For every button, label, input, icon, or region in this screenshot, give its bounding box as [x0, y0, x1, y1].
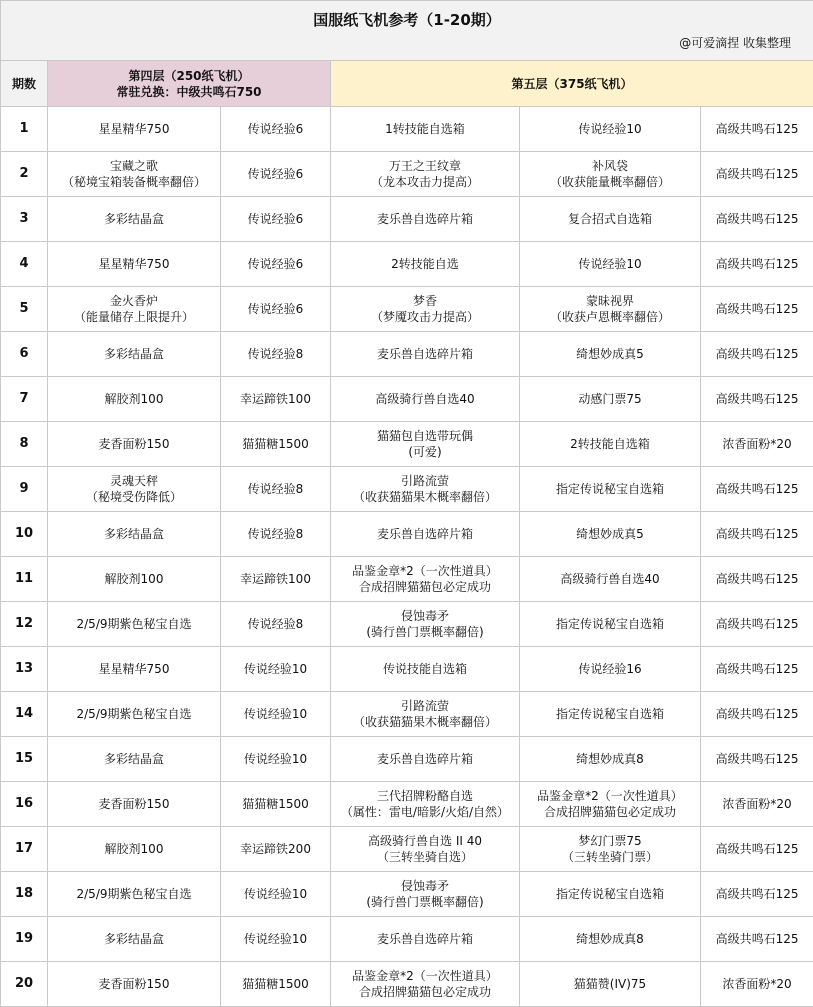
layer5-reward-c-cell — [701, 557, 813, 602]
issue-number-cell: 14 — [1, 692, 48, 737]
layer5-reward-c-cell — [701, 602, 813, 647]
cell-text-line: 传说经验10 — [221, 706, 330, 722]
layer5-reward-a-cell — [331, 962, 520, 1007]
issue-number-cell: 1 — [1, 107, 48, 152]
cell-text-line: 多彩结晶盒 — [48, 211, 220, 227]
layer4-reward-b-cell — [221, 647, 331, 692]
layer5-reward-a-cell — [331, 287, 520, 332]
cell-text-line: 蒙昧视界 — [520, 293, 700, 309]
table-row — [1, 197, 813, 242]
cell-text-line: 多彩结晶盒 — [48, 751, 220, 767]
cell-text-line: 麦乐兽自选碎片箱 — [331, 526, 519, 542]
cell-text-line: 高级共鸣石125 — [701, 301, 813, 317]
layer5-reward-b-cell — [520, 917, 701, 962]
layer4-reward-a-cell — [48, 332, 221, 377]
cell-text-line: 传说经验10 — [520, 256, 700, 272]
layer4-reward-a-cell — [48, 872, 221, 917]
cell-text-line: 绮想妙成真8 — [520, 931, 700, 947]
layer5-reward-b-cell — [520, 782, 701, 827]
layer5-reward-c-cell — [701, 692, 813, 737]
table-row — [1, 917, 813, 962]
layer5-reward-c-cell — [701, 332, 813, 377]
issue-number-cell: 19 — [1, 917, 48, 962]
layer5-reward-b-cell — [520, 827, 701, 872]
issue-number-cell: 2 — [1, 152, 48, 197]
cell-text-line: 传说经验8 — [221, 481, 330, 497]
layer5-reward-c-cell — [701, 287, 813, 332]
cell-text-line: 万王之王纹章 — [331, 158, 519, 174]
layer5-reward-b-cell — [520, 647, 701, 692]
cell-text-line: (骑行兽门票概率翻倍) — [331, 624, 519, 640]
layer4-reward-b-cell — [221, 962, 331, 1007]
layer4-reward-a-cell — [48, 422, 221, 467]
issue-number-cell: 7 — [1, 377, 48, 422]
issue-number-cell: 12 — [1, 602, 48, 647]
layer4-reward-b-cell — [221, 827, 331, 872]
cell-text-line: 多彩结晶盒 — [48, 346, 220, 362]
layer4-reward-b-cell — [221, 242, 331, 287]
cell-text-line: 动感门票75 — [520, 391, 700, 407]
layer5-reward-a-cell — [331, 422, 520, 467]
table-row — [1, 287, 813, 332]
table-row — [1, 512, 813, 557]
layer5-reward-c-cell — [701, 197, 813, 242]
layer4-reward-b-cell — [221, 287, 331, 332]
layer5-reward-b-cell — [520, 512, 701, 557]
layer5-reward-c-cell — [701, 647, 813, 692]
layer5-reward-a-cell — [331, 197, 520, 242]
layer5-reward-a-cell — [331, 332, 520, 377]
cell-text-line: 指定传说秘宝自选箱 — [520, 481, 700, 497]
cell-text-line: 补风袋 — [520, 158, 700, 174]
cell-text-line: 传说经验10 — [221, 661, 330, 677]
cell-text-line: 猫猫包自选带玩偶 — [331, 428, 519, 444]
layer4-reward-a-cell — [48, 692, 221, 737]
table-row — [1, 332, 813, 377]
cell-text-line: 传说经验6 — [221, 301, 330, 317]
layer5-reward-b-cell — [520, 962, 701, 1007]
cell-text-line: 幸运蹄铁200 — [221, 841, 330, 857]
layer5-reward-b-cell — [520, 557, 701, 602]
table-row — [1, 872, 813, 917]
layer4-reward-a-cell — [48, 602, 221, 647]
cell-text-line: 浓香面粉*20 — [701, 796, 813, 812]
cell-text-line: 传说经验6 — [221, 121, 330, 137]
cell-text-line: 合成招牌猫猫包必定成功 — [331, 984, 519, 1000]
cell-text-line: 1转技能自选箱 — [331, 121, 519, 137]
cell-text-line: 传说经验10 — [221, 886, 330, 902]
issue-header: 期数 — [1, 61, 48, 107]
cell-text-line: 高级共鸣石125 — [701, 571, 813, 587]
layer4-reward-a-cell — [48, 377, 221, 422]
layer5-reward-b-cell — [520, 242, 701, 287]
layer5-reward-b-cell — [520, 467, 701, 512]
issue-number-cell: 17 — [1, 827, 48, 872]
layer5-reward-a-cell — [331, 782, 520, 827]
table-row — [1, 107, 813, 152]
layer5-reward-b-cell — [520, 152, 701, 197]
cell-text-line: 传说经验10 — [221, 751, 330, 767]
cell-text-line: 麦香面粉150 — [48, 976, 220, 992]
issue-number-cell: 5 — [1, 287, 48, 332]
layer4-reward-b-cell — [221, 197, 331, 242]
layer4-reward-a-cell — [48, 467, 221, 512]
cell-text-line: 绮想妙成真5 — [520, 346, 700, 362]
layer4-reward-a-cell — [48, 512, 221, 557]
layer5-reward-c-cell — [701, 242, 813, 287]
layer5-reward-c-cell — [701, 422, 813, 467]
layer4-reward-a-cell — [48, 827, 221, 872]
cell-text-line: 侵蚀毒矛 — [331, 608, 519, 624]
cell-text-line: （三转坐骑门票） — [520, 849, 700, 865]
cell-text-line: 高级共鸣石125 — [701, 841, 813, 857]
cell-text-line: 传说经验6 — [221, 256, 330, 272]
cell-text-line: 高级共鸣石125 — [701, 526, 813, 542]
issue-number-cell: 13 — [1, 647, 48, 692]
layer4-reward-b-cell — [221, 737, 331, 782]
layer4-reward-a-cell — [48, 647, 221, 692]
layer5-reward-b-cell — [520, 287, 701, 332]
layer5-reward-c-cell — [701, 107, 813, 152]
cell-text-line: 侵蚀毒矛 — [331, 878, 519, 894]
layer4-reward-a-cell — [48, 242, 221, 287]
issue-number-cell: 6 — [1, 332, 48, 377]
cell-text-line: 解胶剂100 — [48, 571, 220, 587]
layer5-reward-a-cell — [331, 467, 520, 512]
cell-text-line: 高级骑行兽自选 II 40 — [331, 833, 519, 849]
layer5-reward-c-cell — [701, 917, 813, 962]
cell-text-line: 高级骑行兽自选40 — [331, 391, 519, 407]
layer5-reward-c-cell — [701, 377, 813, 422]
layer5-reward-b-cell — [520, 692, 701, 737]
cell-text-line: 高级共鸣石125 — [701, 706, 813, 722]
layer4-reward-a-cell — [48, 287, 221, 332]
cell-text-line: 合成招牌猫猫包必定成功 — [331, 579, 519, 595]
layer5-reward-b-cell — [520, 197, 701, 242]
layer5-reward-b-cell — [520, 872, 701, 917]
issue-number-cell: 9 — [1, 467, 48, 512]
cell-text-line: 高级共鸣石125 — [701, 931, 813, 947]
cell-text-line: 品鉴金章*2（一次性道具） — [520, 788, 700, 804]
table-row — [1, 602, 813, 647]
cell-text-line: 引路流萤 — [331, 473, 519, 489]
issue-number-cell: 15 — [1, 737, 48, 782]
cell-text-line: 高级共鸣石125 — [701, 751, 813, 767]
layer5-reward-a-cell — [331, 512, 520, 557]
cell-text-line: 麦香面粉150 — [48, 436, 220, 452]
layer5-reward-c-cell — [701, 872, 813, 917]
issue-number-cell: 16 — [1, 782, 48, 827]
cell-text-line: 星星精华750 — [48, 256, 220, 272]
cell-text-line: 浓香面粉*20 — [701, 436, 813, 452]
layer5-reward-c-cell — [701, 962, 813, 1007]
cell-text-line: 星星精华750 — [48, 121, 220, 137]
layer4-reward-a-cell — [48, 962, 221, 1007]
cell-text-line: 猫猫糖1500 — [221, 436, 330, 452]
cell-text-line: 高级共鸣石125 — [701, 886, 813, 902]
layer5-reward-b-cell — [520, 602, 701, 647]
cell-text-line: 复合招式自选箱 — [520, 211, 700, 227]
cell-text-line: 传说经验6 — [221, 166, 330, 182]
cell-text-line: 指定传说秘宝自选箱 — [520, 886, 700, 902]
cell-text-line: （收获猫猫果木概率翻倍） — [331, 489, 519, 505]
layer4-reward-b-cell — [221, 422, 331, 467]
table-row — [1, 782, 813, 827]
cell-text-line: 2转技能自选箱 — [520, 436, 700, 452]
cell-text-line: 品鉴金章*2（一次性道具） — [331, 968, 519, 984]
cell-text-line: (骑行兽门票概率翻倍) — [331, 894, 519, 910]
cell-text-line: (可爱) — [331, 444, 519, 460]
table-row — [1, 962, 813, 1007]
issue-number-cell: 11 — [1, 557, 48, 602]
layer5-reward-b-cell — [520, 737, 701, 782]
layer5-reward-a-cell — [331, 377, 520, 422]
cell-text-line: （三转坐骑自选） — [331, 849, 519, 865]
cell-text-line: （龙本攻击力提高） — [331, 174, 519, 190]
cell-text-line: 幸运蹄铁100 — [221, 391, 330, 407]
cell-text-line: （秘境宝箱装备概率翻倍） — [48, 174, 220, 190]
layer5-header: 第五层（375纸飞机） — [331, 61, 813, 107]
cell-text-line: 传说技能自选箱 — [331, 661, 519, 677]
layer4-reward-b-cell — [221, 467, 331, 512]
issue-number-cell: 18 — [1, 872, 48, 917]
cell-text-line: 高级共鸣石125 — [701, 661, 813, 677]
layer5-reward-a-cell — [331, 152, 520, 197]
cell-text-line: 灵魂天秤 — [48, 473, 220, 489]
layer5-reward-c-cell — [701, 152, 813, 197]
cell-text-line: 传说经验8 — [221, 526, 330, 542]
cell-text-line: 2/5/9期紫色秘宝自选 — [48, 886, 220, 902]
cell-text-line: （能量储存上限提升） — [48, 309, 220, 325]
cell-text-line: 宝藏之歌 — [48, 158, 220, 174]
cell-text-line: 高级共鸣石125 — [701, 391, 813, 407]
cell-text-line: 麦乐兽自选碎片箱 — [331, 211, 519, 227]
cell-text-line: 麦乐兽自选碎片箱 — [331, 751, 519, 767]
cell-text-line: 多彩结晶盒 — [48, 931, 220, 947]
layer4-reward-b-cell — [221, 692, 331, 737]
layer5-reward-a-cell — [331, 872, 520, 917]
cell-text-line: 传说经验8 — [221, 346, 330, 362]
cell-text-line: 高级共鸣石125 — [701, 346, 813, 362]
cell-text-line: （梦魇攻击力提高） — [331, 309, 519, 325]
issue-number-cell: 20 — [1, 962, 48, 1007]
layer5-reward-c-cell — [701, 782, 813, 827]
cell-text-line: （属性：雷电/暗影/火焰/自然） — [331, 804, 519, 820]
table-row — [1, 242, 813, 287]
layer4-reward-a-cell — [48, 737, 221, 782]
cell-text-line: 高级共鸣石125 — [701, 211, 813, 227]
table-row — [1, 557, 813, 602]
cell-text-line: 合成招牌猫猫包必定成功 — [520, 804, 700, 820]
layer4-header-subtitle: 常驻兑换：中级共鸣石750 — [48, 84, 330, 100]
cell-text-line: 绮想妙成真5 — [520, 526, 700, 542]
table-row — [1, 422, 813, 467]
cell-text-line: 多彩结晶盒 — [48, 526, 220, 542]
cell-text-line: 高级共鸣石125 — [701, 121, 813, 137]
cell-text-line: 指定传说秘宝自选箱 — [520, 706, 700, 722]
table-row — [1, 377, 813, 422]
layer5-reward-b-cell — [520, 107, 701, 152]
cell-text-line: 猫猫糖1500 — [221, 796, 330, 812]
cell-text-line: 梦幻门票75 — [520, 833, 700, 849]
issue-number-cell: 8 — [1, 422, 48, 467]
cell-text-line: 梦香 — [331, 293, 519, 309]
cell-text-line: 绮想妙成真8 — [520, 751, 700, 767]
issue-number-cell: 3 — [1, 197, 48, 242]
cell-text-line: 解胶剂100 — [48, 391, 220, 407]
layer4-reward-b-cell — [221, 377, 331, 422]
cell-text-line: 幸运蹄铁100 — [221, 571, 330, 587]
layer5-reward-c-cell — [701, 467, 813, 512]
layer5-reward-c-cell — [701, 737, 813, 782]
table-row — [1, 692, 813, 737]
issue-number-cell: 4 — [1, 242, 48, 287]
cell-text-line: 猫猫糖1500 — [221, 976, 330, 992]
layer4-header — [48, 61, 331, 107]
cell-text-line: 品鉴金章*2（一次性道具） — [331, 563, 519, 579]
layer4-header-title: 第四层（250纸飞机） — [48, 68, 330, 84]
cell-text-line: 解胶剂100 — [48, 841, 220, 857]
cell-text-line: 星星精华750 — [48, 661, 220, 677]
layer4-reward-b-cell — [221, 107, 331, 152]
cell-text-line: （收获卢恩概率翻倍） — [520, 309, 700, 325]
layer4-reward-a-cell — [48, 557, 221, 602]
cell-text-line: 猫猫赞(IV)75 — [520, 976, 700, 992]
layer5-reward-a-cell — [331, 647, 520, 692]
layer4-reward-a-cell — [48, 917, 221, 962]
layer5-reward-a-cell — [331, 692, 520, 737]
layer4-reward-b-cell — [221, 917, 331, 962]
layer4-reward-b-cell — [221, 557, 331, 602]
title-cell — [1, 1, 813, 61]
cell-text-line: 浓香面粉*20 — [701, 976, 813, 992]
cell-text-line: 引路流萤 — [331, 698, 519, 714]
layer5-reward-a-cell — [331, 557, 520, 602]
layer5-reward-b-cell — [520, 377, 701, 422]
cell-text-line: 传说经验16 — [520, 661, 700, 677]
layer5-reward-b-cell — [520, 332, 701, 377]
cell-text-line: 金火香炉 — [48, 293, 220, 309]
layer4-reward-b-cell — [221, 602, 331, 647]
table-row — [1, 827, 813, 872]
layer4-reward-b-cell — [221, 872, 331, 917]
cell-text-line: （收获能量概率翻倍） — [520, 174, 700, 190]
layer4-reward-b-cell — [221, 512, 331, 557]
layer4-reward-a-cell — [48, 107, 221, 152]
table-row — [1, 647, 813, 692]
layer5-reward-a-cell — [331, 827, 520, 872]
table-row — [1, 737, 813, 782]
cell-text-line: 2/5/9期紫色秘宝自选 — [48, 706, 220, 722]
cell-text-line: 2转技能自选 — [331, 256, 519, 272]
page-title: 国服纸飞机参考（1-20期） — [1, 12, 813, 28]
cell-text-line: 传说经验10 — [520, 121, 700, 137]
layer4-reward-a-cell — [48, 782, 221, 827]
cell-text-line: 高级共鸣石125 — [701, 166, 813, 182]
layer4-reward-a-cell — [48, 152, 221, 197]
layer4-reward-a-cell — [48, 197, 221, 242]
cell-text-line: 高级共鸣石125 — [701, 616, 813, 632]
table-row — [1, 152, 813, 197]
cell-text-line: 麦香面粉150 — [48, 796, 220, 812]
layer4-reward-b-cell — [221, 332, 331, 377]
layer5-reward-a-cell — [331, 242, 520, 287]
cell-text-line: 高级骑行兽自选40 — [520, 571, 700, 587]
cell-text-line: 高级共鸣石125 — [701, 256, 813, 272]
cell-text-line: 麦乐兽自选碎片箱 — [331, 346, 519, 362]
layer5-reward-a-cell — [331, 917, 520, 962]
layer4-reward-b-cell — [221, 152, 331, 197]
cell-text-line: 传说经验8 — [221, 616, 330, 632]
cell-text-line: 指定传说秘宝自选箱 — [520, 616, 700, 632]
cell-text-line: 三代招牌粉酪自选 — [331, 788, 519, 804]
issue-number-cell: 10 — [1, 512, 48, 557]
layer5-reward-a-cell — [331, 107, 520, 152]
cell-text-line: 高级共鸣石125 — [701, 481, 813, 497]
cell-text-line: （秘境受伤降低） — [48, 489, 220, 505]
cell-text-line: 麦乐兽自选碎片箱 — [331, 931, 519, 947]
layer5-reward-c-cell — [701, 827, 813, 872]
layer5-reward-b-cell — [520, 422, 701, 467]
cell-text-line: 传说经验6 — [221, 211, 330, 227]
layer5-reward-a-cell — [331, 602, 520, 647]
layer5-reward-a-cell — [331, 737, 520, 782]
layer4-reward-b-cell — [221, 782, 331, 827]
cell-text-line: 2/5/9期紫色秘宝自选 — [48, 616, 220, 632]
credit-text: @可爱滴捏 收集整理 — [679, 35, 791, 51]
cell-text-line: 传说经验10 — [221, 931, 330, 947]
cell-text-line: （收获猫猫果木概率翻倍） — [331, 714, 519, 730]
table-row — [1, 467, 813, 512]
layer5-reward-c-cell — [701, 512, 813, 557]
